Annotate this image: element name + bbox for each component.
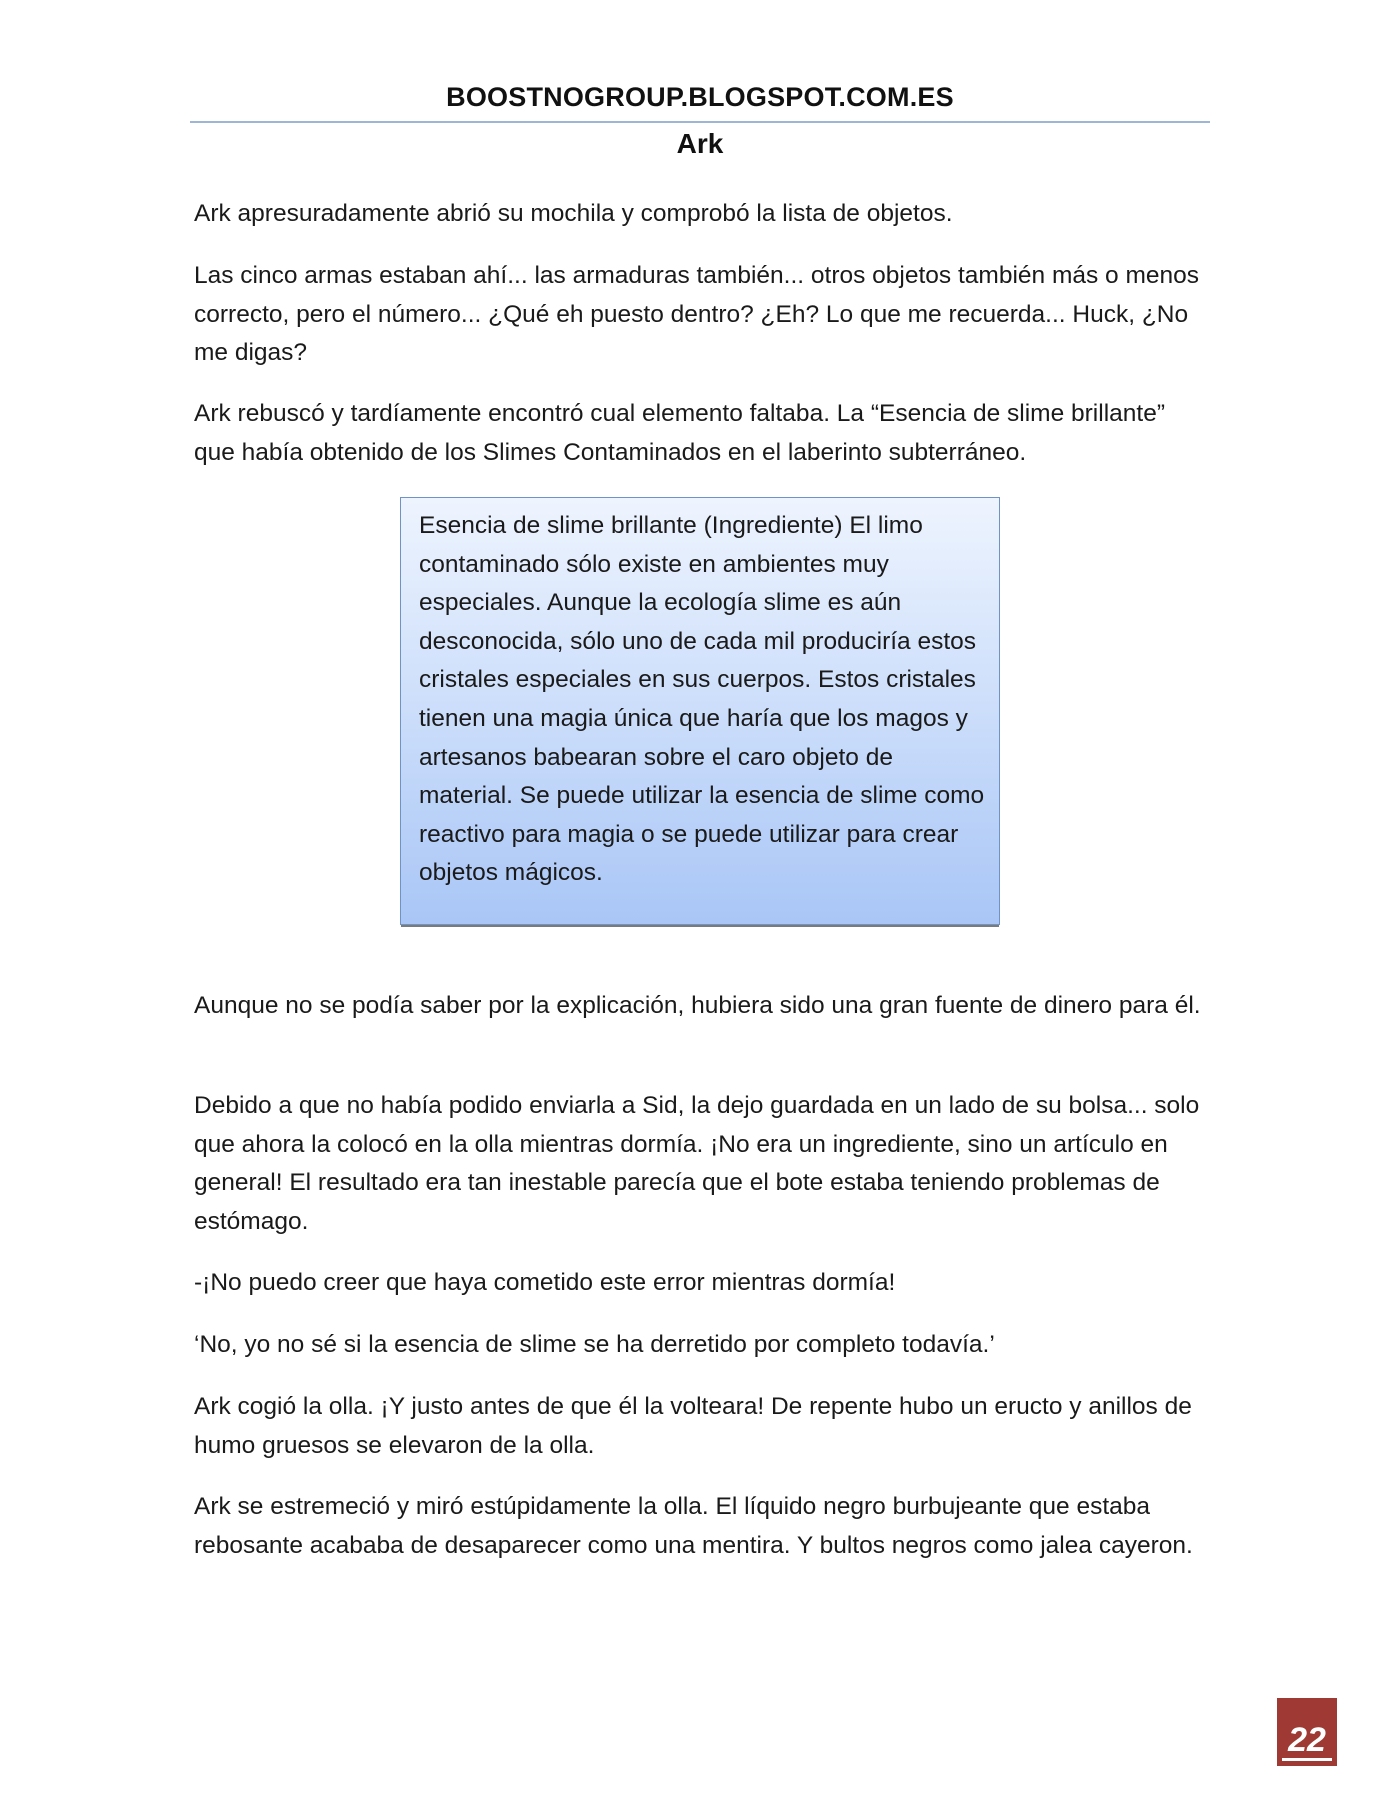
paragraph-2: Las cinco armas estaban ahí... las armaduras también... otros objetos también más o menos correcto, pero el número... ¿Qué eh puesto dentro? ¿Eh? Lo que me recuerda... Huck, ¿No me digas? bbox=[194, 262, 1200, 366]
book-title: Ark bbox=[676, 128, 724, 159]
paragraph-8: Ark cogió la olla. ¡Y justo antes de que él la volteara! De repente hubo un eructo y anillos de humo gruesos se elevaron de la olla. bbox=[194, 1393, 1192, 1459]
page-number-badge bbox=[1277, 1698, 1337, 1766]
page-number: 22 bbox=[1288, 1721, 1326, 1759]
paragraph-6: -¡No puedo creer que haya cometido este error mientras dormía! bbox=[194, 1269, 896, 1296]
paragraph-1: Ark apresuradamente abrió su mochila y comprobó la lista de objetos. bbox=[194, 200, 953, 227]
header-divider bbox=[190, 121, 1210, 123]
item-description-box bbox=[400, 497, 1000, 925]
paragraph-3: Ark rebuscó y tardíamente encontró cual elemento faltaba. La “Esencia de slime brillante” que había obtenido de los Slimes Contaminados en el laberinto subterráneo. bbox=[194, 400, 1165, 466]
paragraph-4: Aunque no se podía saber por la explicación, hubiera sido una gran fuente de dinero para él. bbox=[194, 992, 1201, 1019]
paragraph-7: ‘No, yo no sé si la esencia de slime se ha derretido por completo todavía.’ bbox=[194, 1331, 995, 1358]
site-header: BOOSTNOGROUP.BLOGSPOT.COM.ES bbox=[446, 82, 954, 112]
paragraph-5: Debido a que no había podido enviarla a Sid, la dejo guardada en un lado de su bolsa... solo que ahora la colocó en la olla mientras dormía. ¡No era un ingrediente, sino un artículo en general! El resultado era tan inestable parecía que el bote estaba teniendo problemas de estómago. bbox=[194, 1092, 1200, 1235]
paragraph-9: Ark se estremeció y miró estúpidamente la olla. El líquido negro burbujeante que estaba rebosante acababa de desaparecer como una mentira. Y bultos negros como jalea cayeron. bbox=[194, 1493, 1193, 1559]
page-number-underline bbox=[1282, 1758, 1332, 1761]
item-description-text: Esencia de slime brillante (Ingrediente) El limo contaminado sólo existe en ambientes muy especiales. Aunque la ecología slime es aún desconocida, sólo uno de cada mil produciría estos cristales especiales en sus cuerpos. Estos cristales tienen una magia única que haría que los magos y artesanos babearan sobre el caro objeto de material. Se puede utilizar la esencia de slime como reactivo para magia o se puede utilizar para crear objetos mágicos. bbox=[419, 512, 985, 887]
